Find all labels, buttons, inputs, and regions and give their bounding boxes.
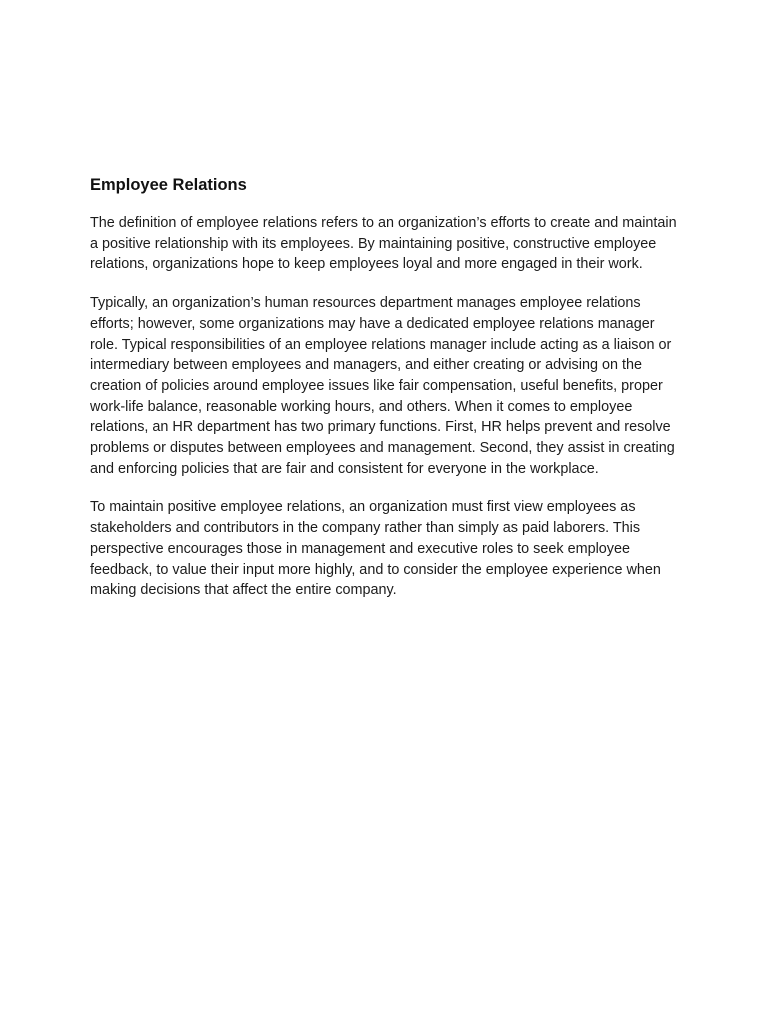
paragraph-hr-role: Typically, an organization’s human resources department manages employee relations efforts; however, some organizations may have a dedicated employee relations manager role. Typical responsibilities of an employee relations manager include acting as a liaison or intermediary between employees and managers, and either creating or advising on the creation of policies around employee issues like fair compensation, useful benefits, proper work-life balance, reasonable working hours, and others. When it comes to employee relations, an HR department has two primary functions. First, HR helps prevent and resolve problems or disputes between employees and management. Second, they assist in creating and enforcing policies that are fair and consistent for everyone in the workplace. — [90, 295, 675, 477]
paragraph-maintaining-relations: To maintain positive employee relations, an organization must first view employees as stakeholders and contributors in the company rather than simply as paid laborers. This perspective encourages those in management and executive roles to seek employee feedback, to value their input more highly, and to consider the employee experience when making decisions that affect the entire company. — [90, 499, 661, 599]
paragraph-definition: The definition of employee relations refers to an organization’s efforts to create and maintain a positive relationship with its employees. By maintaining positive, constructive employee relations, organizations hope to keep employees loyal and more engaged in their work. — [90, 215, 677, 273]
document-title: Employee Relations — [90, 176, 247, 194]
document-body — [90, 174, 684, 619]
